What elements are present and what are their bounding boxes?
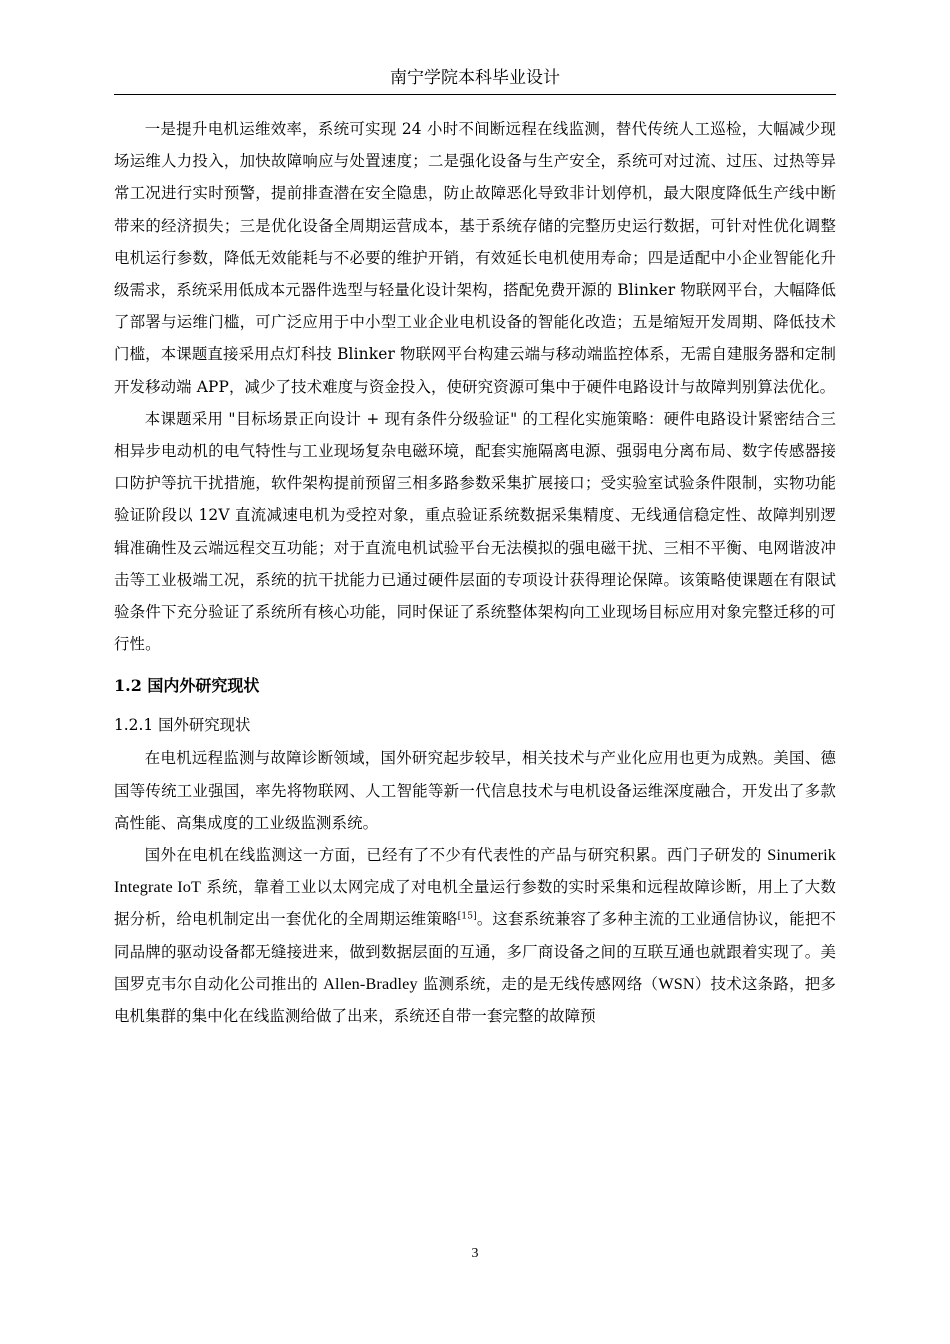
acronym: WSN (658, 974, 695, 993)
section-title: 国内外研究现状 (147, 676, 260, 696)
section-number: 1.2 (114, 676, 142, 696)
paragraph-overview: 在电机远程监测与故障诊断领域，国外研究起步较早，相关技术与产业化应用也更为成熟。美国、德国等传统工业强国，率先将物联网、人工智能等新一代信息技术与电机设备运维深度融合，开发出了多款高性能、高集成度的工业级监测系统。 (114, 749, 836, 832)
text-run: ）技术这条路，把多电机集群的集中化在线监测给做了出来，系统还自带一套完整的故障预 (114, 974, 836, 1026)
page-number: 3 (471, 1246, 479, 1261)
subsection-number: 1.2.1 (114, 716, 154, 735)
document-body (114, 113, 836, 1032)
paragraph-strategy: 本课题采用 "目标场景正向设计 + 现有条件分级验证" 的工程化实施策略：硬件电路设计紧密结合三相异步电动机的电气特性与工业现场复杂电磁环境，配套实施隔离电源、强弱电分离布局、数字传感器接口防护等抗干扰措施，软件架构提前预留三相多路参数采集扩展接口；受实验室试验条件限制，实物功能验证阶段以 12V 直流减速电机为受控对象，重点验证系统数据采集精度、无线通信稳定性、故障判别逻辑准确性及云端远程交互功能；对于直流电机试验平台无法模拟的强电磁干扰、三相不平衡、电网谐波冲击等工业极端工况，系统的抗干扰能力已通过硬件层面的专项设计获得理论保障。该策略使课题在有限试验条件下充分验证了系统所有核心功能，同时保证了系统整体架构向工业现场目标应用对象完整迁移的可行性。 (114, 409, 836, 654)
citation-marker: [15] (457, 912, 477, 923)
product-name: Sinumerik Integrate IoT (114, 846, 836, 897)
text-run: 监测系统，走的是无线传感网络（ (417, 974, 659, 993)
text-run: 。这套系统兼容了多种主流的工业通信协议，能把不同品牌的驱动设备都无缝接进来，做到数据层面的互通，多厂商设备之间的互联互通也就跟着实现了。美国罗克韦尔自动化公司推出的 (114, 910, 836, 993)
text-run: 系统，靠着工业以太网完成了对电机全量运行参数的实时采集和远程故障诊断，用上了大数据分析，给电机制定出一套优化的全周期运维策略 (114, 878, 836, 929)
subsection-title: 国外研究现状 (158, 716, 251, 735)
product-name: Allen-Bradley (323, 974, 418, 993)
subsection-heading (114, 708, 836, 742)
section-heading (114, 670, 836, 702)
paragraph-products (114, 839, 836, 1032)
paragraph-benefits: 一是提升电机运维效率，系统可实现 24 小时不间断远程在线监测，替代传统人工巡检，大幅减少现场运维人力投入，加快故障响应与处置速度；二是强化设备与生产安全，系统可对过流、过压、过热等异常工况进行实时预警，提前排查潜在安全隐患，防止故障恶化导致非计划停机，最大限度降低生产线中断带来的经济损失；三是优化设备全周期运营成本，基于系统存储的完整历史运行数据，可针对性优化调整电机运行参数，降低无效能耗与不必要的维护开销，有效延长电机使用寿命；四是适配中小企业智能化升级需求，系统采用低成本元器件选型与轻量化设计架构，搭配免费开源的 Blinker 物联网平台，大幅降低了部署与运维门槛，可广泛应用于中小型工业企业电机设备的智能化改造；五是缩短开发周期、降低技术门槛，本课题直接采用点灯科技 Blinker 物联网平台构建云端与移动端监控体系，无需自建服务器和定制开发移动端 APP，减少了技术难度与资金投入，使研究资源可集中于硬件电路设计与故障判别算法优化。 (114, 120, 836, 396)
page-header: 南宁学院本科毕业设计 (390, 68, 560, 88)
text-run: 国外在电机在线监测这一方面，已经有了不少有代表性的产品与研究积累。西门子研发的 (144, 846, 768, 865)
header-rule (114, 94, 836, 95)
